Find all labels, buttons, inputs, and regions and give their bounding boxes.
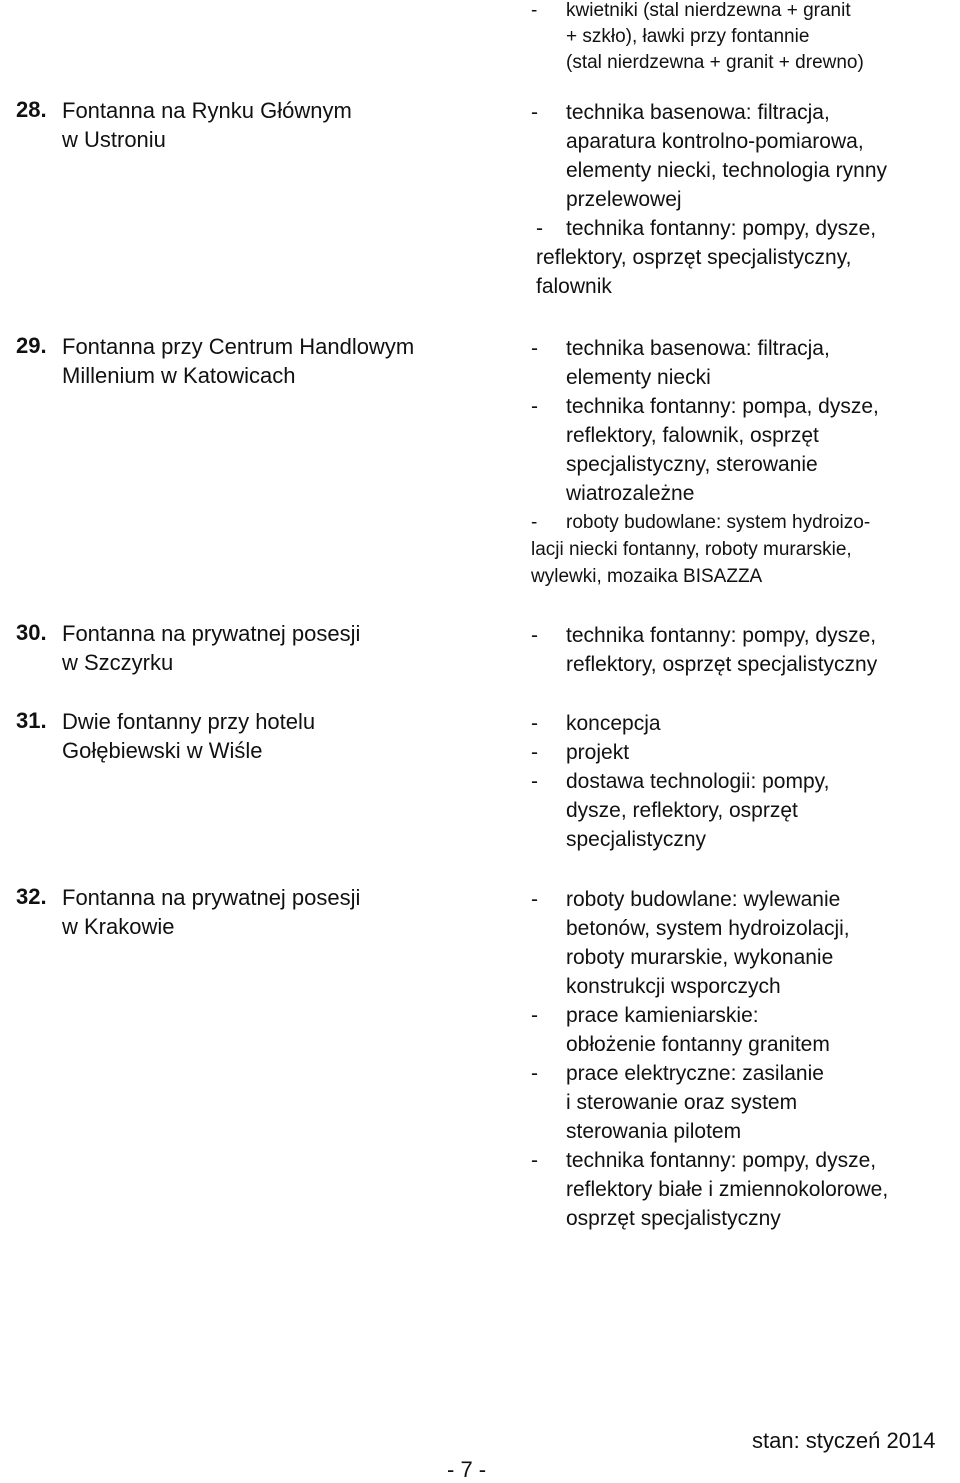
list-item: reflektory, osprzęt specjalistyczny, xyxy=(536,246,852,269)
list-item: elementy niecki xyxy=(566,366,711,389)
list-dash: - xyxy=(531,624,538,647)
list-item: dysze, reflektory, osprzęt xyxy=(566,799,798,822)
entry-title: Fontanna na prywatnej posesji xyxy=(62,621,361,646)
continuation-line: (stal nierdzewna + granit + drewno) xyxy=(566,52,864,73)
continuation-line: kwietniki (stal nierdzewna + granit xyxy=(566,0,851,21)
list-item: specjalistyczny, sterowanie xyxy=(566,453,818,476)
list-dash: - xyxy=(531,741,538,764)
list-item: specjalistyczny xyxy=(566,828,707,851)
list-item: obłożenie fontanny granitem xyxy=(566,1033,830,1056)
entry-title: Gołębiewski w Wiśle xyxy=(62,738,263,763)
list-dash: - xyxy=(531,0,538,21)
list-item: lacji niecki fontanny, roboty murarskie, xyxy=(531,539,852,560)
list-item: reflektory białe i zmiennokolorowe, xyxy=(566,1178,889,1201)
list-item: roboty budowlane: system hydroizo- xyxy=(566,512,871,533)
document-date: stan: styczeń 2014 xyxy=(752,1428,936,1453)
list-item: i sterowanie oraz system xyxy=(566,1091,798,1114)
list-item: sterowania pilotem xyxy=(566,1120,742,1143)
entry-title: Fontanna na Rynku Głównym xyxy=(62,98,352,123)
entry-title: Millenium w Katowicach xyxy=(62,363,296,388)
list-item: technika basenowa: filtracja, xyxy=(566,337,830,360)
list-item: technika basenowa: filtracja, xyxy=(566,101,830,124)
entry-title: w Szczyrku xyxy=(62,650,174,675)
entry-title: Fontanna na prywatnej posesji xyxy=(62,885,361,910)
list-dash: - xyxy=(536,217,543,240)
list-dash: - xyxy=(531,1004,538,1027)
list-dash: - xyxy=(531,512,538,533)
list-item: przelewowej xyxy=(566,188,682,211)
page-number: - 7 - xyxy=(447,1457,487,1482)
list-dash: - xyxy=(531,1149,538,1172)
entry-number: 32. xyxy=(16,884,47,909)
list-item: projekt xyxy=(566,741,630,764)
list-item: elementy niecki, technologia rynny xyxy=(566,159,888,182)
list-item: reflektory, osprzęt specjalistyczny xyxy=(566,653,878,676)
list-dash: - xyxy=(531,770,538,793)
list-item: technika fontanny: pompy, dysze, xyxy=(566,624,877,647)
list-item: wiatrozależne xyxy=(566,482,695,505)
list-dash: - xyxy=(531,888,538,911)
entry-number: 30. xyxy=(16,620,47,645)
list-item: osprzęt specjalistyczny xyxy=(566,1207,781,1230)
continuation-line: + szkło), ławki przy fontannie xyxy=(566,26,810,47)
list-item: aparatura kontrolno-pomiarowa, xyxy=(566,130,864,153)
entry-number: 31. xyxy=(16,708,47,733)
list-dash: - xyxy=(531,712,538,735)
entry-title: Dwie fontanny przy hotelu xyxy=(62,709,316,734)
list-item: roboty murarskie, wykonanie xyxy=(566,946,834,969)
list-item: wylewki, mozaika BISAZZA xyxy=(531,566,763,587)
entry-number: 28. xyxy=(16,97,47,122)
list-item: betonów, system hydroizolacji, xyxy=(566,917,850,940)
list-item: prace elektryczne: zasilanie xyxy=(566,1062,824,1085)
entry-title: w Ustroniu xyxy=(62,127,166,152)
entry-title: Fontanna przy Centrum Handlowym xyxy=(62,334,415,359)
list-item: technika fontanny: pompy, dysze, xyxy=(566,1149,877,1172)
list-item: technika fontanny: pompa, dysze, xyxy=(566,395,879,418)
list-dash: - xyxy=(531,337,538,360)
entry-title: w Krakowie xyxy=(62,914,175,939)
list-item: roboty budowlane: wylewanie xyxy=(566,888,841,911)
list-dash: - xyxy=(531,1062,538,1085)
list-item: reflektory, falownik, osprzęt xyxy=(566,424,819,447)
list-item: konstrukcji wsporczych xyxy=(566,975,781,998)
list-item: falownik xyxy=(536,275,612,298)
list-item: koncepcja xyxy=(566,712,661,735)
list-item: technika fontanny: pompy, dysze, xyxy=(566,217,877,240)
list-dash: - xyxy=(531,101,538,124)
entry-number: 29. xyxy=(16,333,47,358)
list-item: dostawa technologii: pompy, xyxy=(566,770,830,793)
list-dash: - xyxy=(531,395,538,418)
list-item: prace kamieniarskie: xyxy=(566,1004,759,1027)
